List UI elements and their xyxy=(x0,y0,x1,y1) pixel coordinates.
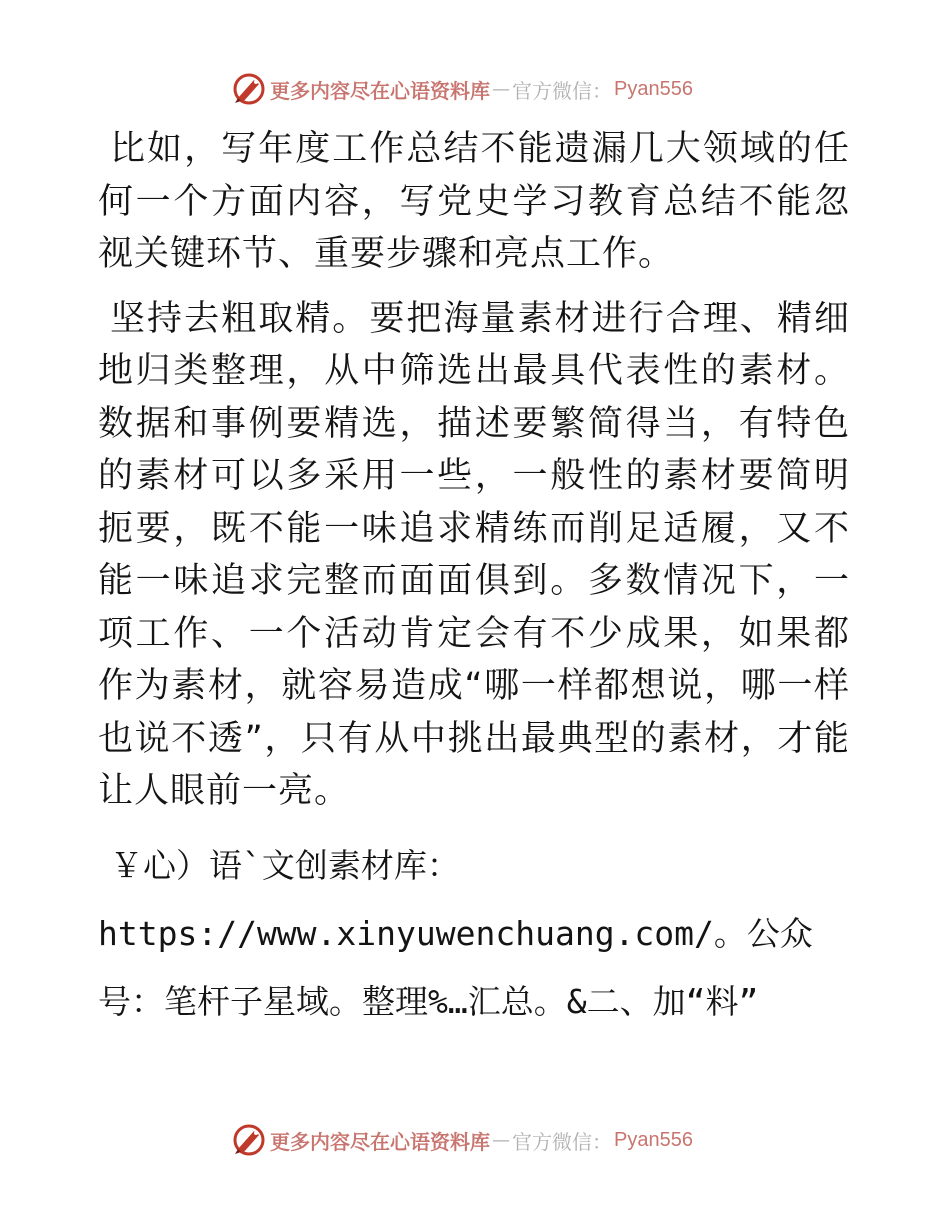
paragraph-2: 坚持去粗取精。要把海量素材进行合理、精细地归类整理，从中筛选出最具代表性的素材。数据和事例要精选，描述要繁简得当，有特色的素材可以多采用一些，一般性的素材要简明扼要，既不能一味追求精练而削足适履，又不能一味追求完整而面面俱到。多数情况下，一项工作、一个活动肯定会有不少成果，如果都作为素材，就容易造成“哪一样都想说，哪一样也说不透”，只有从中挑出最典型的素材，才能让人眼前一亮。 xyxy=(98,298,850,811)
banner-wechat-id: Pyan556 xyxy=(614,1128,693,1151)
footer-watermark-banner xyxy=(232,1123,693,1157)
header-watermark-banner xyxy=(232,72,693,106)
pen-logo-icon xyxy=(232,72,266,106)
banner-dash: — xyxy=(492,78,510,100)
document-body xyxy=(98,123,850,1036)
paragraph-3-source-note: ￥心）语`文创素材库：https://www.xinyuwenchuang.com/。公众号：笔杆子星域。整理%…汇总。&二、加“料” xyxy=(98,845,813,1021)
pen-logo-icon xyxy=(232,1123,266,1157)
banner-slogan: 更多内容尽在心语资料库 xyxy=(270,1129,490,1154)
banner-wechat-label: 官方微信： xyxy=(512,1129,612,1154)
banner-wechat-id: Pyan556 xyxy=(614,77,693,100)
paragraph-1: 比如，写年度工作总结不能遗漏几大领域的任何一个方面内容，写党史学习教育总结不能忽视关键环节、重要步骤和亮点工作。 xyxy=(98,129,850,274)
banner-slogan: 更多内容尽在心语资料库 xyxy=(270,78,490,103)
banner-wechat-label: 官方微信： xyxy=(512,78,612,103)
banner-dash: — xyxy=(492,1129,510,1151)
